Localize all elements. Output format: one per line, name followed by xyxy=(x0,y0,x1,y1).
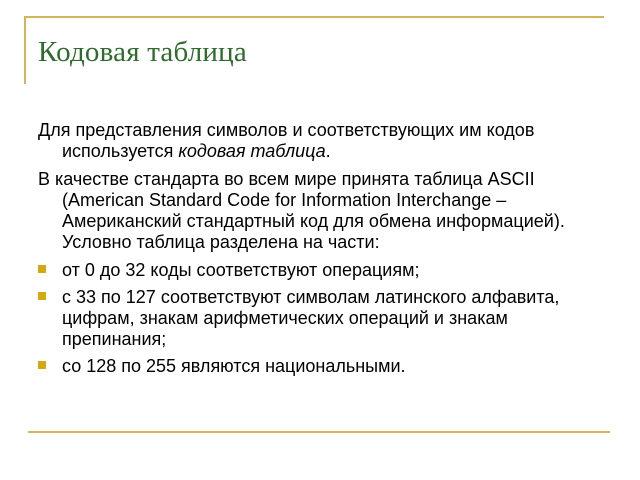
paragraph-code-table-text: Для представления символов и соответствующих им кодов используется xyxy=(38,120,535,161)
frame-top-line xyxy=(24,16,604,18)
square-bullet-icon xyxy=(38,361,46,369)
slide-title: Кодовая таблица xyxy=(38,36,247,68)
slide-body xyxy=(38,120,598,383)
list-item xyxy=(38,260,598,281)
frame-bottom-line xyxy=(28,431,610,433)
paragraph-code-table-end: . xyxy=(325,141,331,161)
paragraph-code-table-emphasis: кодовая таблица xyxy=(178,141,326,161)
list-item-text: со 128 по 255 являются национальными. xyxy=(62,356,406,376)
square-bullet-icon xyxy=(38,265,46,273)
list-item xyxy=(38,287,598,350)
square-bullet-icon xyxy=(38,292,46,300)
list-item xyxy=(38,356,598,377)
paragraph-code-table xyxy=(38,120,598,162)
list-item-text: от 0 до 32 коды соответствуют операциям; xyxy=(62,260,420,280)
frame-left-line xyxy=(24,16,26,84)
list-item-text: с 33 по 127 соответствуют символам латинского алфавита, цифрам, знакам арифметических операций и знакам препинания; xyxy=(62,287,560,349)
paragraph-ascii: В качестве стандарта во всем мире принята таблица ASCII (American Standard Code for Information Interchange – Американский стандартный код для обмена информацией). Условно таблица разделена на части: xyxy=(38,169,565,252)
